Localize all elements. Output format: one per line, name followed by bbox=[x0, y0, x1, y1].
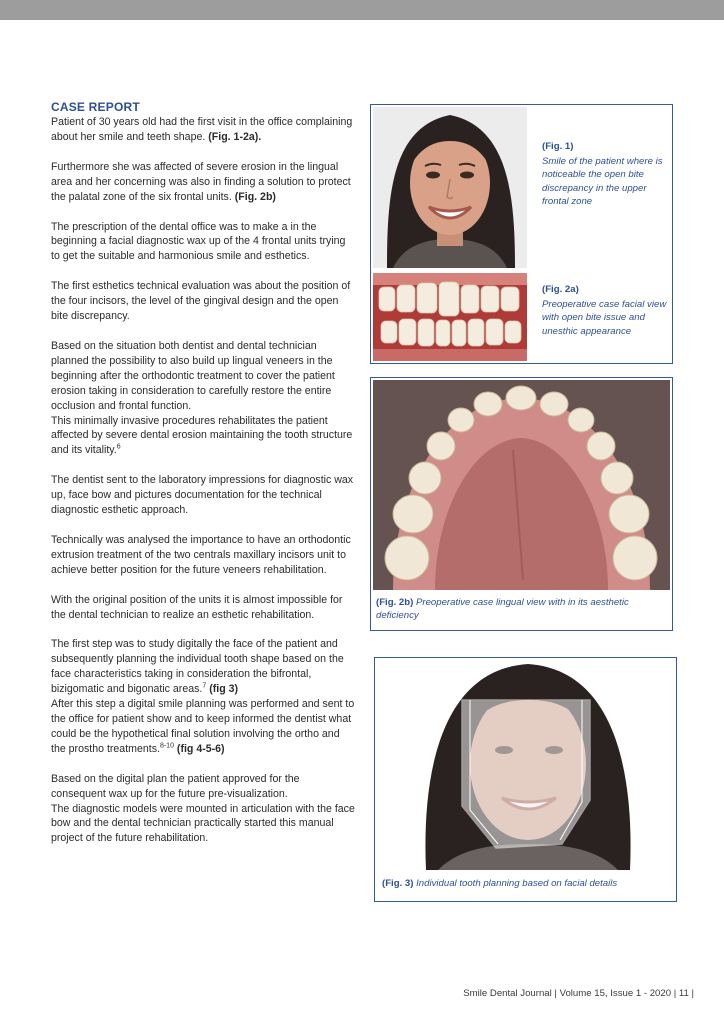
fig2b-label: (Fig. 2b) bbox=[376, 597, 414, 608]
page-footer: Smile Dental Journal | Volume 15, Issue 1 - 2020 | 11 | bbox=[463, 988, 694, 999]
fig2a-teeth-photo bbox=[373, 273, 527, 361]
fig3-caption-text: Individual tooth planning based on facial details bbox=[416, 878, 618, 889]
fig3-label: (Fig. 3) bbox=[382, 878, 414, 889]
fig2b-palate-photo bbox=[373, 380, 670, 590]
fig3-face-planning-photo bbox=[378, 660, 673, 870]
section-heading: CASE REPORT bbox=[51, 100, 140, 114]
top-bar bbox=[0, 0, 724, 20]
fig1-portrait-photo bbox=[373, 107, 527, 268]
fig2b-caption bbox=[376, 596, 666, 622]
fig2a-caption-text: Preoperative case facial view with open bite issue and unesthic appearance bbox=[542, 299, 667, 337]
paragraph-6: The dentist sent to the laboratory impressions for diagnostic wax up, face bow and pictures documentation for the technical diagnostic esthetic approach. bbox=[51, 474, 354, 517]
fig2b-caption-text: Preoperative case lingual view with in its aesthetic deficiency bbox=[376, 597, 629, 622]
paragraph-8: With the original position of the units it is almost impossible for the dental technician to realize an esthetic rehabilitation. bbox=[51, 593, 343, 621]
fig3-caption bbox=[382, 877, 672, 890]
paragraph-7: Technically was analysed the importance to have an orthodontic extrusion treatment of the two centrals maxillary incisors unit to achieve better position for the future veneers rehabilitation. bbox=[51, 533, 351, 576]
paragraph-9: The first step was to study digitally the face of the patient and subsequently planning the individual tooth shape based on the face characteristics taking in consideration the bifrontal, bizigomatic and bigonatic areas.$^7$ (fig 3) After this step a digital smile planning was performed and sent to the office for patient show and to keep informed the dentist what could be the hypothetical final solution involving the ortho and the prostho treatments.$^{8-10}$ (fig 4-5-6) bbox=[51, 638, 355, 755]
article-body bbox=[51, 100, 355, 861]
fig1-label: (Fig. 1) bbox=[542, 141, 574, 152]
paragraph-10: Based on the digital plan the patient approved for the consequent wax up for the future pre-visualization. The diagnostic models were mounted in articulation with the face bow and the dental technician practically started this manual project of the future rehabilitation. bbox=[51, 772, 355, 845]
fig1-caption-text: Smile of the patient where is noticeable the open bite discrepancy in the upper frontal zone bbox=[542, 156, 663, 207]
fig2a-label: (Fig. 2a) bbox=[542, 284, 579, 295]
paragraph-5: Based on the situation both dentist and dental technician planned the possibility to also build up lingual veneers in the beginning after the orthodontic treatment to cover the patient erosion taking in consideration to carefully restore the entire occlusion and frontal function. This minimally invasive procedures rehabilitates the patient affected by severe dental erosion maintaining the tooth structure and its vitality.$^6$ bbox=[51, 339, 353, 457]
paragraph-1: Patient of 30 years old had the first visit in the office complaining about her smile and teeth shape. (Fig. 1-2a). bbox=[51, 116, 353, 143]
fig1-caption bbox=[542, 140, 667, 208]
paragraph-4: The first esthetics technical evaluation was about the position of the four incisors, the level of the gingival design and the open bite discrepancy. bbox=[51, 280, 351, 323]
fig2a-caption bbox=[542, 283, 667, 338]
paragraph-2: Furthermore she was affected of severe erosion in the lingual area and her concerning was also in finding a solution to protect the palatal zone of the six frontal units. (Fig. 2b) bbox=[51, 160, 351, 203]
paragraph-3: The prescription of the dental office was to make a in the beginning a facial diagnostic wax up of the 4 frontal units trying to get the suitable and harmonious smile and esthetics. bbox=[51, 220, 346, 263]
